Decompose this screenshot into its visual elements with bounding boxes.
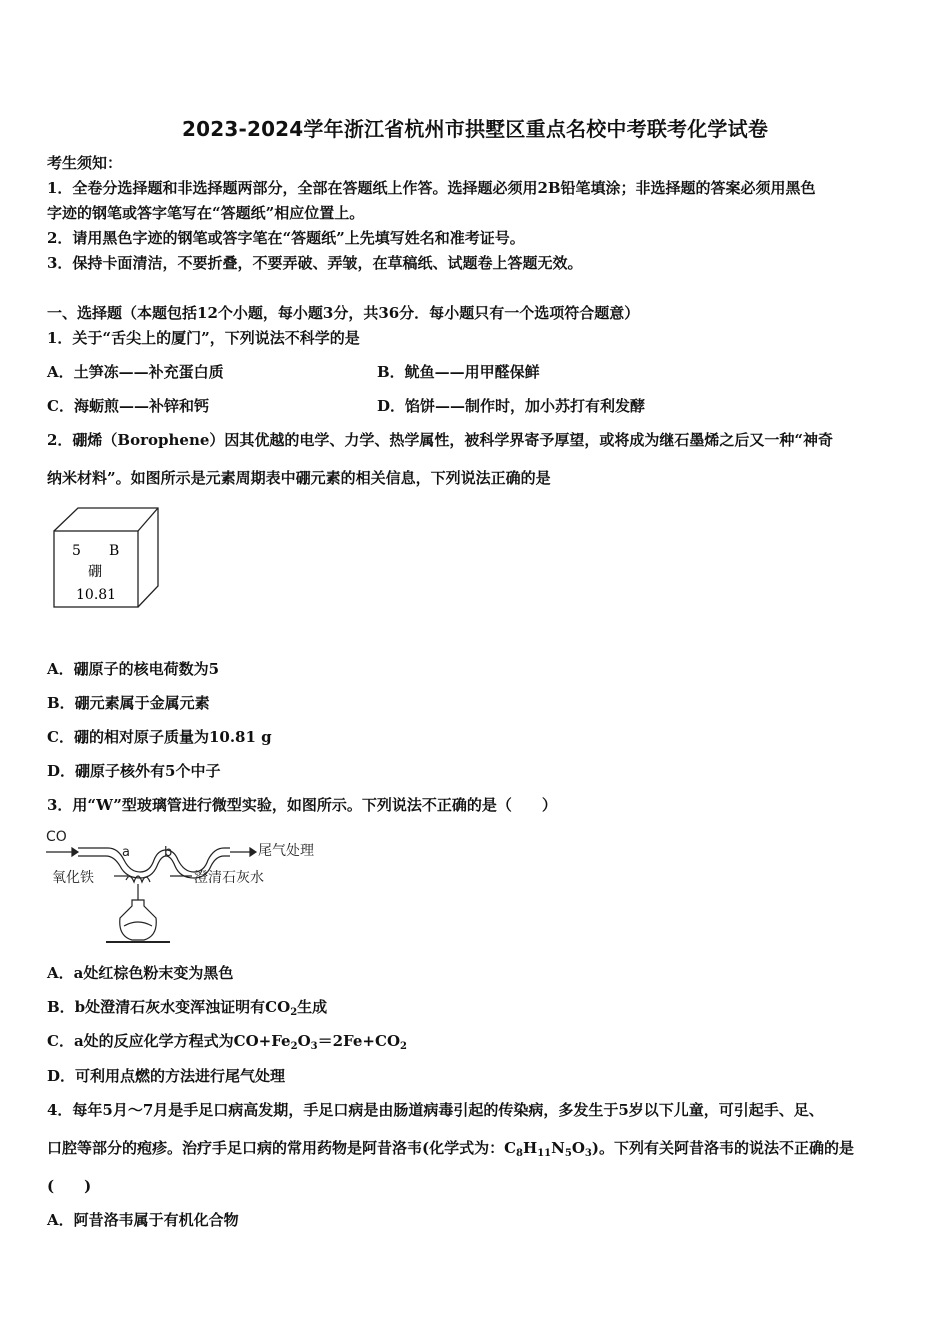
- q2-option-c: C．硼的相对原子质量为10.81 g: [47, 728, 272, 746]
- tail-gas-label: 尾气处理: [258, 843, 314, 859]
- q4-stem-1: 4．每年5月～7月是手足口病高发期，手足口病是由肠道病毒引起的传染病，多发生于5岁以下儿童，可引起手、足、: [47, 1101, 824, 1119]
- formula-sub-n: 5: [564, 1148, 572, 1159]
- notice-line-3: 3．保持卡面清洁，不要折叠，不要弄破、弄皱，在草稿纸、试题卷上答题无效。: [47, 254, 583, 272]
- point-a-label: a: [122, 845, 130, 860]
- flame: [126, 876, 150, 882]
- q3-c-sub2: 3: [310, 1041, 318, 1052]
- element-symbol: B: [109, 543, 120, 559]
- point-b-label: b: [164, 845, 173, 860]
- notice-heading: 考生须知：: [47, 154, 123, 172]
- atomic-mass: 10.81: [76, 587, 117, 603]
- q2-stem-2: 纳米材料”。如图所示是元素周期表中硼元素的相关信息，下列说法正确的是: [47, 469, 551, 487]
- q3-c-sub1: 2: [290, 1041, 298, 1052]
- co-arrow-head: [72, 848, 78, 856]
- q2-option-a: A．硼原子的核电荷数为5: [47, 660, 220, 678]
- w-tube-outer: [78, 848, 230, 872]
- q2-option-d: D．硼原子核外有5个中子: [47, 762, 221, 780]
- q3-c-text: C．a处的反应化学方程式为CO+Fe: [47, 1032, 291, 1050]
- q3-option-a: A．a处红棕色粉末变为黑色: [47, 964, 234, 982]
- q3-c-mid1: O: [297, 1032, 311, 1050]
- element-name: 硼: [88, 564, 102, 580]
- q3-b-sub: 2: [290, 1007, 298, 1018]
- notice-line-1b: 字迹的钢笔或答字笔写在“答题纸”相应位置上。: [47, 204, 365, 222]
- formula-sub-o: 3: [584, 1148, 592, 1159]
- tail-arrow-head: [250, 848, 256, 856]
- q1-option-c: C．海蛎煎——补锌和钙: [47, 397, 209, 415]
- formula-h: H: [523, 1139, 538, 1157]
- lamp-liquid: [124, 922, 152, 926]
- q3-b-text: B．b处澄清石灰水变浑浊证明有CO: [47, 998, 291, 1016]
- page-title: 2023-2024学年浙江省杭州市拱墅区重点名校中考联考化学试卷: [181, 117, 769, 141]
- formula-n: N: [551, 1139, 565, 1157]
- q4-option-a: A．阿昔洛韦属于有机化合物: [47, 1211, 239, 1229]
- q1-option-d: D．馅饼——制作时，加小苏打有利发酵: [377, 397, 646, 415]
- q4-stem-2-text: 口腔等部分的疱疹。治疗手足口病的常用药物是阿昔洛韦(化学式为：C: [47, 1139, 517, 1157]
- q1-stem: 1．关于“舌尖上的厦门”，下列说法不科学的是: [47, 329, 360, 347]
- formula-o: O: [571, 1139, 585, 1157]
- q2-option-b: B．硼元素属于金属元素: [47, 694, 210, 712]
- q3-option-d: D．可利用点燃的方法进行尾气处理: [47, 1067, 286, 1085]
- iron-oxide-label: 氧化铁: [52, 870, 94, 886]
- notice-line-2: 2．请用黑色字迹的钢笔或答字笔在“答题纸”上先填写姓名和准考证号。: [47, 229, 525, 247]
- q3-b-post: 生成: [297, 998, 328, 1016]
- q4-answer-bracket: ( ): [47, 1177, 92, 1195]
- co-label: CO: [46, 829, 67, 845]
- q3-option-b: [47, 997, 327, 1017]
- q1-option-b: B．鱿鱼——用甲醛保鲜: [377, 363, 540, 381]
- formula-sub-c: 8: [516, 1148, 524, 1159]
- q3-stem: 3．用“W”型玻璃管进行微型实验，如图所示。下列说法不正确的是（ ）: [47, 796, 557, 814]
- q2-stem-1: 2．硼烯（Borophene）因其优越的电学、力学、热学属性，被科学界寄予厚望，或将成为继石墨烯之后又一种“神奇: [47, 431, 834, 449]
- alcohol-lamp: [120, 900, 157, 940]
- section-heading: 一、选择题（本题包括12个小题，每小题3分，共36分．每小题只有一个选项符合题意）: [47, 304, 640, 322]
- w-tube-apparatus-figure: [44, 826, 334, 950]
- atomic-number: 5: [72, 543, 81, 559]
- boron-element-figure: [50, 506, 162, 612]
- q4-stem-2-post: )。下列有关阿昔洛韦的说法不正确的是: [591, 1139, 854, 1157]
- notice-line-1a: 1．全卷分选择题和非选择题两部分，全部在答题纸上作答。选择题必须用2B铅笔填涂；非选择题的答案必须用黑色: [47, 179, 816, 197]
- formula-sub-h: 11: [537, 1148, 552, 1159]
- element-cell-edge: [138, 508, 158, 531]
- q3-option-c: [47, 1031, 407, 1051]
- q1-option-a: A．土笋冻——补充蛋白质: [47, 363, 224, 381]
- q3-c-mid2: ＝2Fe+CO: [317, 1032, 401, 1050]
- q4-stem-2: [47, 1138, 854, 1158]
- q3-c-sub3: 2: [400, 1041, 407, 1052]
- limewater-label: 澄清石灰水: [194, 870, 264, 886]
